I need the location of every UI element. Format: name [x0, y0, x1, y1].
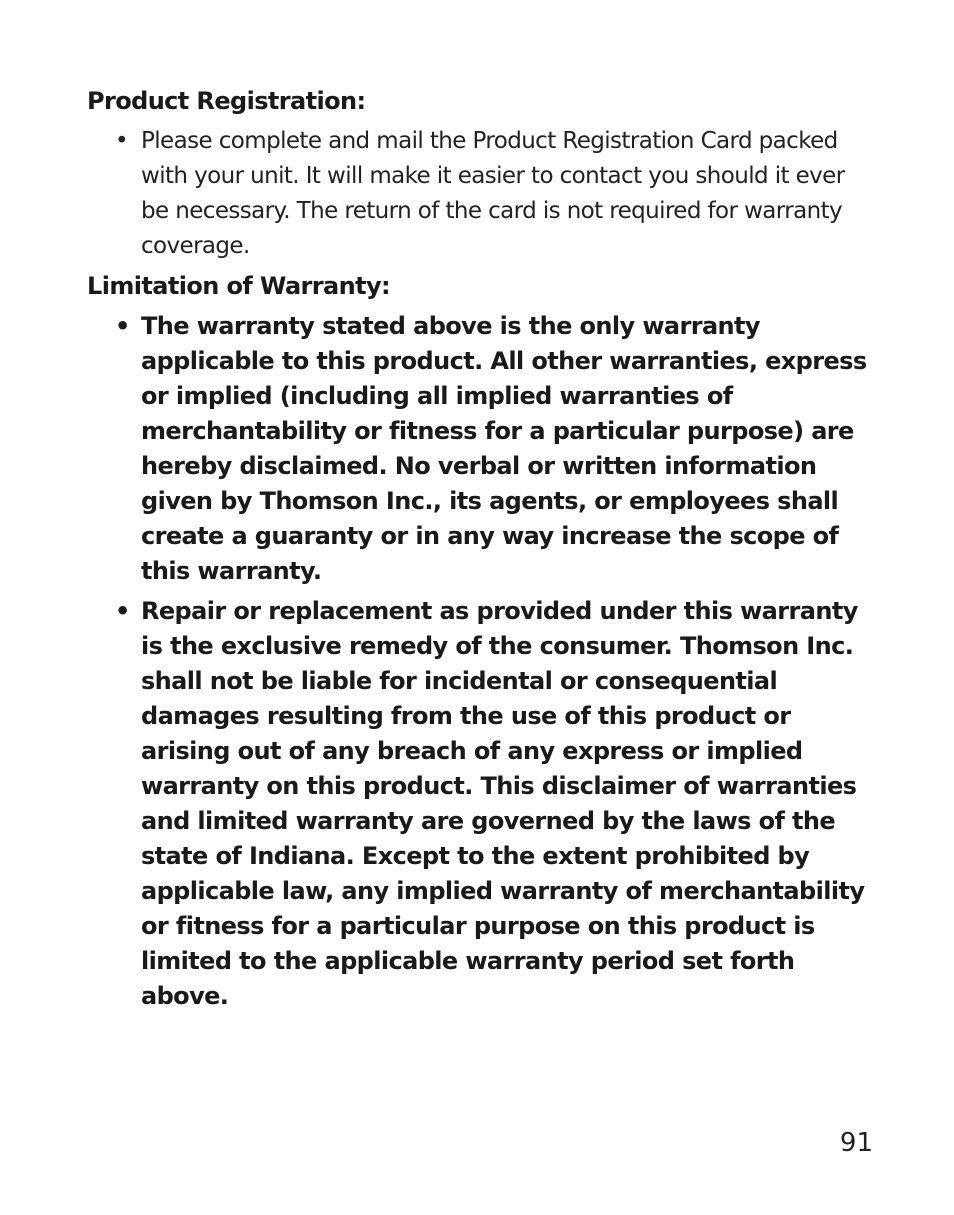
list-item [87, 124, 877, 264]
page-number: 91 [839, 1128, 873, 1158]
bullet-icon: • [115, 128, 128, 154]
product-registration-list [87, 124, 877, 264]
bullet-icon: • [115, 312, 130, 340]
bullet-text: Please complete and mail the Product Registration Card packed with your unit. It will make it easier to contact you should it ever be necessary. The return of the card is not required for warranty coverage. [141, 128, 845, 259]
list-item [87, 594, 877, 1014]
limitation-of-warranty-list [87, 309, 877, 1014]
bullet-text: The warranty stated above is the only warranty applicable to this product. All other warranties, express or implied (including all implied warranties of merchantability or fitness for a particular purpose) are hereby disclaimed. No verbal or written information given by Thomson Inc., its agents, or employees shall create a guaranty or in any way increase the scope of this warranty. [141, 312, 867, 585]
bullet-icon: • [115, 597, 130, 625]
bullet-text: Repair or replacement as provided under this warranty is the exclusive remedy of the consumer. Thomson Inc. shall not be liable for incidental or consequential damages resulting from the use of this product or arising out of any breach of any express or implied warranty on this product. This disclaimer of warranties and limited warranty are governed by the laws of the state of Indiana. Except to the extent prohibited by applicable law, any implied warranty of merchantability or fitness for a particular purpose on this product is limited to the applicable warranty period set forth above. [141, 597, 865, 1010]
section-heading-product-registration: Product Registration: [87, 87, 366, 115]
section-heading-limitation-of-warranty: Limitation of Warranty: [87, 272, 391, 300]
document-page [87, 84, 877, 1019]
list-item [87, 309, 877, 589]
